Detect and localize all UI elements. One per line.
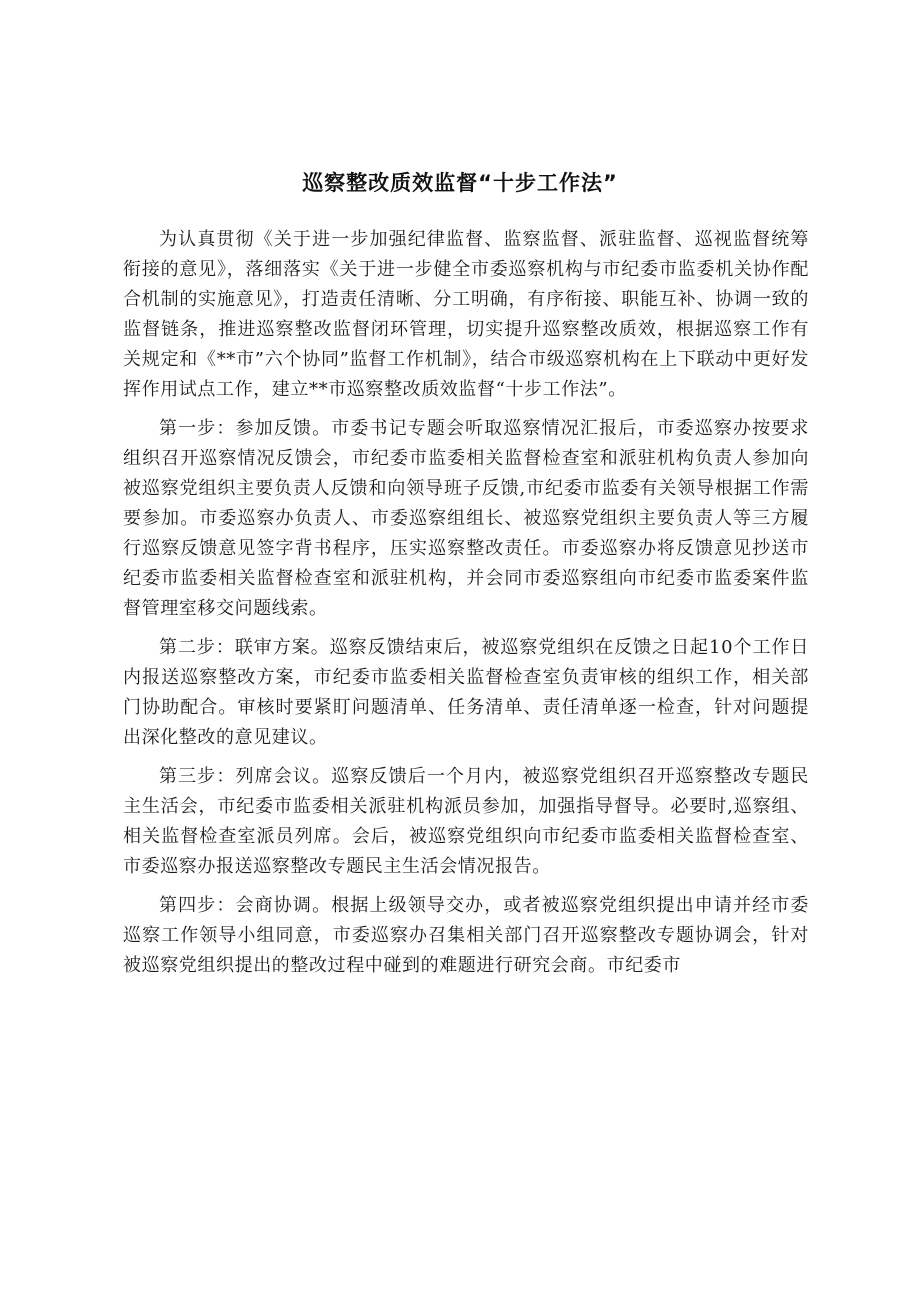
document-title: 巡察整改质效监督“十步工作法” (302, 171, 618, 195)
step-four-paragraph: 第四步：会商协调。根据上级领导交办，或者被巡察党组织提出申请并经市委巡察工作领导小组同意，市委巡察办召集相关部门召开巡察整改专题协调会，针对被巡察党组织提出的整改过程中碰到的难题进行研究会商。市纪委市 (123, 895, 809, 976)
intro-paragraph: 为认真贯彻《关于进一步加强纪律监督、监察监督、派驻监督、巡视监督统筹衔接的意见》，落细落实《关于进一步健全市委巡察机构与市纪委市监委机关协作配合机制的实施意见》，打造责任清晰、分工明确，有序衔接、职能互补、协调一致的监督链条，推进巡察整改监督闭环管理，切实提升巡察整改质效，根据巡察工作有关规定和《**市”六个协同”监督工作机制》，结合市级巡察机构在上下联动中更好发挥作用试点工作，建立**市巡察整改质效监督“十步工作法”。 (123, 229, 809, 400)
document-body (123, 225, 809, 981)
step-one-paragraph: 第一步：参加反馈。市委书记专题会听取巡察情况汇报后，市委巡察办按要求组织召开巡察情况反馈会，市纪委市监委相关监督检查室和派驻机构负责人参加向被巡察党组织主要负责人反馈和向领导班子反馈,市纪委市监委有关领导根据工作需要参加。市委巡察办负责人、市委巡察组组长、被巡察党组织主要负责人等三方履行巡察反馈意见签字背书程序，压实巡察整改责任。市委巡察办将反馈意见抄送市纪委市监委相关监督检查室和派驻机构，并会同市委巡察组向市纪委市监委案件监督管理室移交问题线索。 (123, 418, 809, 619)
step-three-paragraph: 第三步：列席会议。巡察反馈后一个月内，被巡察党组织召开巡察整改专题民主生活会，市纪委市监委相关派驻机构派员参加，加强指导督导。必要时,巡察组、相关监督检查室派员列席。会后，被巡察党组织向市纪委市监委相关监督检查室、市委巡察办报送巡察整改专题民主生活会情况报告。 (123, 766, 809, 877)
step-two-paragraph: 第二步：联审方案。巡察反馈结束后，被巡察党组织在反馈之日起10个工作日内报送巡察整改方案，市纪委市监委相关监督检查室负责审核的组织工作，相关部门协助配合。审核时要紧盯问题清单、任务清单、责任清单逐一检查，针对问题提出深化整改的意见建议。 (123, 637, 809, 748)
